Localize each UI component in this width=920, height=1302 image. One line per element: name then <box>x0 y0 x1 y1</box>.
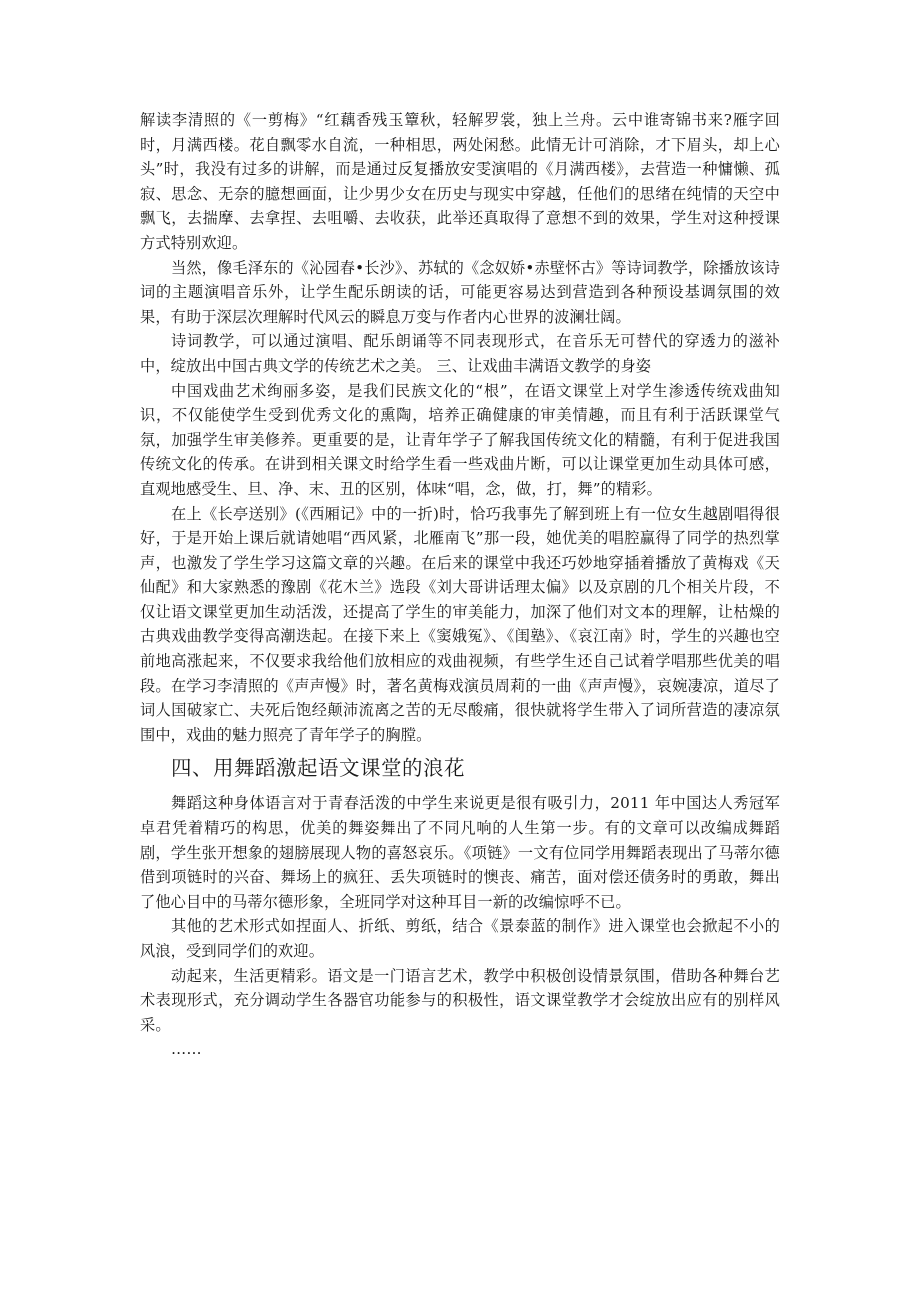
document-page <box>140 108 780 1062</box>
paragraph: 其他的艺术形式如捏面人、折纸、剪纸，结合《景泰蓝的制作》进入课堂也会掀起不小的风浪，受到同学们的欢迎。 <box>140 917 780 960</box>
paragraph: 当然，像毛泽东的《沁园春•长沙》、苏轼的《念奴娇•赤壁怀古》等诗词教学，除播放该诗词的主题演唱音乐外，让学生配乐朗读的话，可能更容易达到营造到各种预设基调氛围的效果，有助于深层次理解时代风云的瞬息万变与作者内心世界的波澜壮阔。 <box>140 258 780 326</box>
section-heading: 四、用舞蹈激起语文课堂的浪花 <box>171 756 465 781</box>
ellipsis: …… <box>171 1040 202 1059</box>
paragraph: 解读李清照的《一剪梅》“红藕香残玉簟秋，轻解罗裳，独上兰舟。云中谁寄锦书来?雁字回时，月满西楼。花自飘零水自流，一种相思，两处闲愁。此情无计可消除，才下眉头，却上心头”时，我没有过多的讲解，而是通过反复播放安雯演唱的《月满西楼》，去营造一种慵懒、孤寂、思念、无奈的臆想画面，让少男少女在历史与现实中穿越，任他们的思绪在纯情的天空中飘飞，去揣摩、去拿捏、去咀嚼、去收获，此举还真取得了意想不到的效果，学生对这种授课方式特别欢迎。 <box>140 111 780 252</box>
paragraph: 舞蹈这种身体语言对于青春活泼的中学生来说更是很有吸引力，2011 年中国达人秀冠军卓君凭着精巧的构思，优美的舞姿舞出了不同凡响的人生第一步。有的文章可以改编成舞蹈剧，学生张开想象的翅膀展现人物的喜怒哀乐。《项链》一文有位同学用舞蹈表现出了马蒂尔德借到项链时的兴奋、舞场上的疯狂、丢失项链时的懊丧、痛苦，面对偿还债务时的勇敢，舞出了他心目中的马蒂尔德形象，全班同学对这种耳目一新的改编惊呼不已。 <box>140 794 780 911</box>
paragraph: 在上《长亭送别》(《西厢记》中的一折)时，恰巧我事先了解到班上有一位女生越剧唱得很好，于是开始上课后就请她唱“西风紧，北雁南飞”那一段，她优美的唱腔赢得了同学的热烈掌声，也激发了学生学习这篇文章的兴趣。在后来的课堂中我还巧妙地穿插着播放了黄梅戏《天仙配》和大家熟悉的豫剧《花木兰》选段《刘大哥讲话理太偏》以及京剧的几个相关片段，不仅让语文课堂更加生动活泼，还提高了学生的审美能力，加深了他们对文本的理解，让枯燥的古典戏曲教学变得高潮迭起。在接下来上《窦娥冤》、《闺塾》、《哀江南》时，学生的兴趣也空前地高涨起来，不仅要求我给他们放相应的戏曲视频，有些学生还自己试着学唱那些优美的唱段。在学习李清照的《声声慢》时，著名黄梅戏演员周莉的一曲《声声慢》，哀婉凄凉，道尽了词人国破家亡、夫死后饱经颠沛流离之苦的无尽酸痛，很快就将学生带入了词所营造的凄凉氛围中，戏曲的魅力照亮了青年学子的胸膛。 <box>140 504 780 744</box>
paragraph: 动起来，生活更精彩。语文是一门语言艺术，教学中积极创设情景氛围，借助各种舞台艺术表现形式，充分调动学生各器官功能参与的积极性，语文课堂教学才会绽放出应有的别样风采。 <box>140 966 780 1034</box>
paragraph: 诗词教学，可以通过演唱、配乐朗诵等不同表现形式，在音乐无可替代的穿透力的滋补中，绽放出中国古典文学的传统艺术之美。 三、让戏曲丰满语文教学的身姿 <box>140 332 780 375</box>
paragraph: 中国戏曲艺术绚丽多姿，是我们民族文化的“根”，在语文课堂上对学生渗透传统戏曲知识，不仅能使学生受到优秀文化的熏陶，培养正确健康的审美情趣，而且有利于活跃课堂气氛，加强学生审美修养。更重要的是，让青年学子了解我国传统文化的精髓，有利于促进我国传统文化的传承。在讲到相关课文时给学生看一些戏曲片断，可以让课堂更加生动具体可感，直观地感受生、旦、净、末、丑的区别，体味“唱，念，做，打，舞”的精彩。 <box>140 381 780 498</box>
